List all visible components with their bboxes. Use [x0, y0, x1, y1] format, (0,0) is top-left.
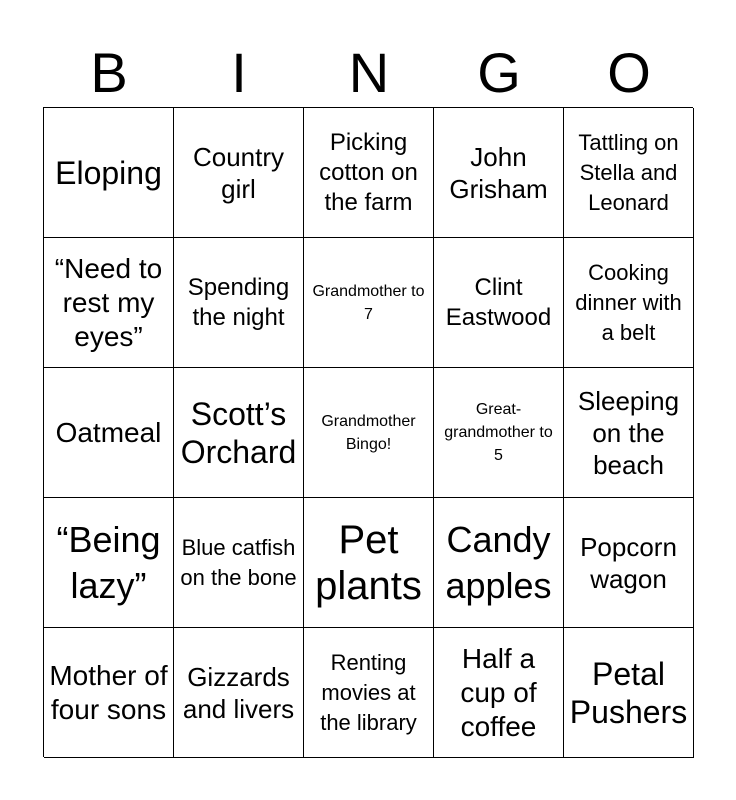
- bingo-cell[interactable]: [304, 628, 434, 758]
- bingo-cell[interactable]: [174, 628, 304, 758]
- cell-text: Renting movies at the library: [320, 649, 417, 735]
- cell-text: Pet plants: [315, 517, 422, 608]
- bingo-cell[interactable]: [304, 108, 434, 238]
- header-letter-g: G: [477, 41, 521, 104]
- cell-text: Grandmother to 7: [312, 282, 425, 323]
- bingo-cell[interactable]: [44, 498, 174, 628]
- cell-text: Blue catfish on the bone: [180, 534, 297, 590]
- cell-text: Scott’s Orchard: [180, 395, 297, 470]
- cell-text: Cooking dinner with a belt: [575, 259, 682, 345]
- cell-text: Eloping: [55, 154, 162, 191]
- cell-text: Clint Eastwood: [445, 273, 552, 331]
- cell-text: “Being lazy”: [56, 518, 161, 606]
- cell-text: Oatmeal: [55, 416, 162, 448]
- cell-text: Petal Pushers: [569, 655, 688, 730]
- bingo-board: [43, 107, 693, 757]
- bingo-cell[interactable]: [304, 498, 434, 628]
- cell-text: Picking cotton on the farm: [319, 128, 418, 216]
- bingo-cell[interactable]: [44, 108, 174, 238]
- header-letter-o: O: [607, 41, 651, 104]
- bingo-cell[interactable]: [564, 238, 694, 368]
- bingo-cell[interactable]: [174, 368, 304, 498]
- header-letter-n: N: [348, 41, 390, 104]
- cell-text: Grandmother Bingo!: [321, 412, 416, 453]
- header-letter-i: I: [231, 41, 247, 104]
- bingo-cell free-space[interactable]: [304, 368, 434, 498]
- bingo-cell[interactable]: [564, 368, 694, 498]
- bingo-header: [44, 40, 694, 106]
- bingo-cell[interactable]: [44, 628, 174, 758]
- bingo-cell[interactable]: [174, 238, 304, 368]
- bingo-cell[interactable]: [174, 498, 304, 628]
- cell-text: Gizzards and livers: [182, 661, 295, 724]
- cell-text: Popcorn wagon: [580, 531, 677, 594]
- cell-text: Candy apples: [445, 518, 552, 606]
- cell-text: Sleeping on the beach: [577, 385, 680, 480]
- cell-text: Half a cup of coffee: [460, 642, 537, 742]
- bingo-cell[interactable]: [564, 628, 694, 758]
- bingo-cell[interactable]: [434, 108, 564, 238]
- cell-text: Great-grandmother to 5: [444, 401, 553, 464]
- header-letter-b: B: [90, 41, 128, 104]
- bingo-cell[interactable]: [44, 238, 174, 368]
- cell-text: Spending the night: [187, 273, 290, 331]
- cell-text: Country girl: [192, 141, 285, 204]
- bingo-cell[interactable]: [434, 498, 564, 628]
- bingo-cell[interactable]: [564, 498, 694, 628]
- cell-text: John Grisham: [449, 141, 548, 204]
- bingo-cell[interactable]: [44, 368, 174, 498]
- bingo-cell[interactable]: [434, 628, 564, 758]
- bingo-cell[interactable]: [564, 108, 694, 238]
- bingo-cell[interactable]: [174, 108, 304, 238]
- bingo-cell[interactable]: [434, 368, 564, 498]
- cell-text: Mother of four sons: [49, 659, 168, 725]
- cell-text: Tattling on Stella and Leonard: [578, 129, 679, 215]
- bingo-cell[interactable]: [304, 238, 434, 368]
- cell-text: “Need to rest my eyes”: [54, 252, 163, 352]
- bingo-cell[interactable]: [434, 238, 564, 368]
